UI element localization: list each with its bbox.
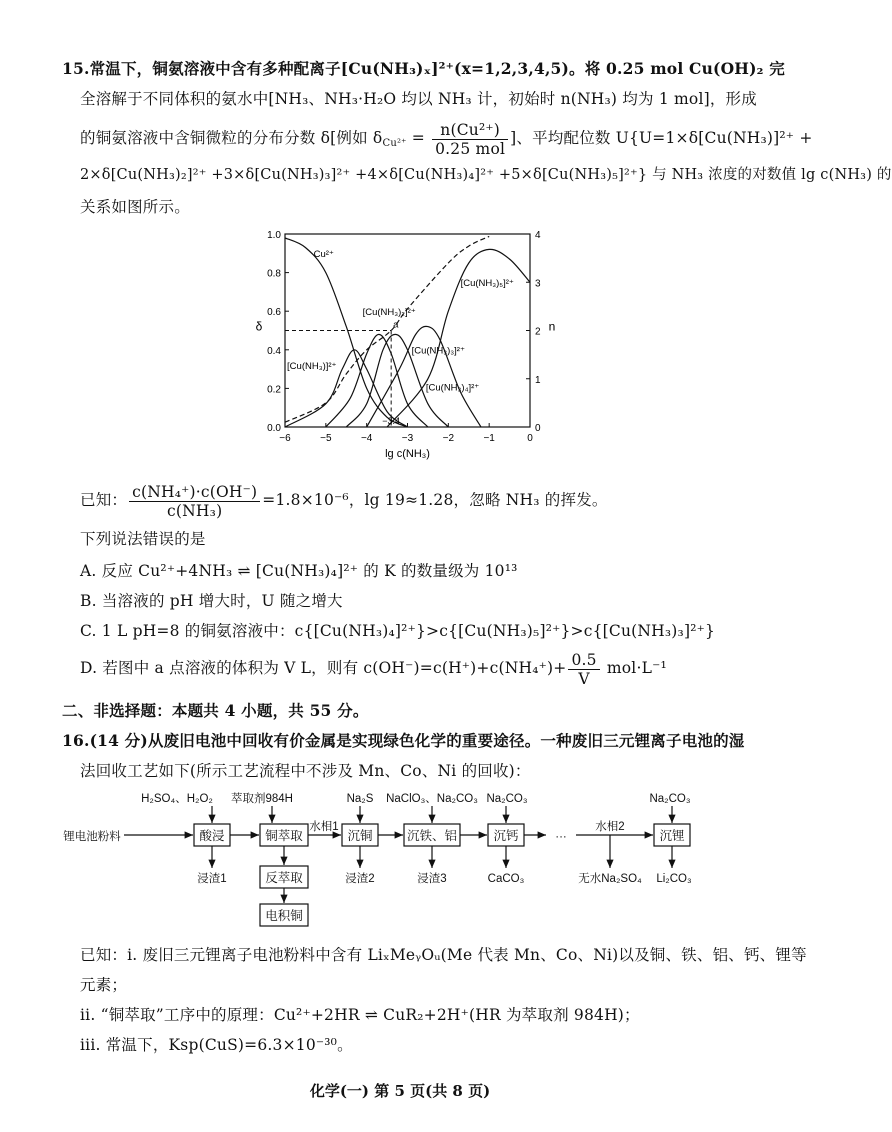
reagent-extractant: 萃取剂984H [231, 793, 293, 805]
y-left-tick-label: 0.4 [267, 345, 281, 357]
y-right-tick-label: 2 [535, 326, 541, 338]
q16-known-1b: 元素； [80, 976, 128, 994]
series-label-1: [Cu(NH₃)]²⁺ [287, 361, 337, 373]
q15-line-4: 2×δ[Cu(NH₃)₂]²⁺ +3×δ[Cu(NH₃)₃]²⁺ +4×δ[Cu(NH₃)₄]²⁺ +5×δ[Cu(NH₃)₅]²⁺} 与 NH₃ 浓度的对数值 lg c(NH₃) 的 [80, 167, 892, 183]
y-left-tick-label: 0.6 [267, 307, 281, 319]
series-label-3: [Cu(NH₃)₃]²⁺ [411, 345, 465, 357]
x-tick-label: −3 [401, 433, 414, 444]
q15-line-1: 15.常温下，铜氨溶液中含有多种配离子[Cu(NH₃)ₓ]²⁺(x=1,2,3,4,5)。将 0.25 mol Cu(OH)₂ 完 [62, 59, 785, 78]
q15-ask: 下列说法错误的是 [80, 530, 206, 548]
series-line-5 [387, 249, 530, 427]
y-right-tick-label: 3 [535, 278, 541, 290]
x-tick-label: −2 [442, 433, 455, 444]
output-residue-1: 浸渣1 [197, 873, 227, 885]
box-acid-leach: 酸浸 [199, 829, 225, 843]
option-a: A. 反应 Cu²⁺+4NH₃ ⇌ [Cu(NH₃)₄]²⁺ 的 K 的数量级为 10¹³ [80, 562, 518, 580]
output-na2so4: 无水Na₂SO₄ [578, 873, 642, 885]
q16-known-1: 已知：i. 废旧三元锂离子电池粉料中含有 LiₓMeᵧOᵤ(Me 代表 Mn、Co、Ni)以及铜、铁、铝、钙、锂等 [80, 946, 807, 964]
page-footer: 化学(一) 第 5 页(共 8 页) [309, 1082, 491, 1100]
distribution-chart [245, 222, 575, 472]
y-right-tick-label: 1 [535, 374, 541, 386]
y-right-tick-label: 0 [535, 423, 541, 434]
q15-line-3: 的铜氨溶液中含铜微粒的分布分数 δ[例如 $\delta_{Cu^{2+}}$ = $\frac{\text{n(Cu²⁺)}}{\text{0.25 mol}}$ ]、平均配位数 U{U=1×δ[Cu(NH₃)]²⁺ + [80, 120, 813, 158]
q15-line-2: 全溶解于不同体积的氨水中[NH₃、NH₃·H₂O 均以 NH₃ 计，初始时 n(NH₃) 均为 1 mol]，形成 [80, 90, 757, 108]
output-caco3: CaCO₃ [487, 873, 525, 885]
x-tick-label: −1 [483, 433, 495, 444]
label-water-1: 水相1 [309, 821, 339, 833]
box-ca-precipitation: 沉钙 [493, 829, 519, 843]
label-water-2: 水相2 [595, 821, 625, 833]
flow-ellipsis: ··· [555, 831, 567, 843]
box-fe-al-precipitation: 沉铁、铝 [406, 829, 458, 843]
series-line-4 [367, 326, 481, 427]
reagent-acid: H₂SO₄、H₂O₂ [141, 793, 213, 805]
section-2-heading: 二、非选择题：本题共 4 小题，共 55 分。 [62, 701, 369, 720]
series-label-5: [Cu(NH₃)₅]²⁺ [460, 278, 514, 290]
kb-fraction: $\frac{\text{c(NH₄⁺)·c(OH⁻)}}{\text{c(NH₃)}}$ [129, 483, 260, 520]
series-label-2: [Cu(NH₃)₂]²⁺ [362, 307, 416, 319]
y-left-axis-label: δ [255, 319, 263, 334]
q15-number: 15. [62, 59, 90, 78]
series-label-4: [Cu(NH₃)₄]²⁺ [425, 382, 480, 394]
process-flowchart [62, 788, 782, 938]
x-axis-label: lg c(NH₃) [385, 448, 430, 460]
marked-x-label: −3.4 [382, 416, 401, 426]
box-back-extraction: 反萃取 [265, 871, 303, 885]
reagent-na2co3-b: Na₂CO₃ [649, 793, 691, 805]
box-electrowin: 电积铜 [265, 909, 303, 923]
q16-known-2: ii. “铜萃取”工序中的原理：Cu²⁺+2HR ⇌ CuR₂+2H⁺(HR 为萃取剂 984H)； [80, 1006, 640, 1024]
q16-line-2: 法回收工艺如下(所示工艺流程中不涉及 Mn、Co、Ni 的回收)： [80, 762, 531, 780]
distribution-fraction: $\frac{\text{n(Cu²⁺)}}{\text{0.25 mol}}$ [432, 121, 508, 158]
y-left-tick-label: 0.8 [267, 268, 281, 280]
q15-known: 已知： $\frac{\text{c(NH₄⁺)·c(OH⁻)}}{\text{c(NH₃)}}$ =1.8×10⁻⁶，lg 19≈1.28，忽略 NH₃ 的挥发。 [80, 482, 608, 520]
box-cu-precipitation: 沉铜 [347, 829, 373, 843]
series-u-line [285, 236, 489, 422]
y-right-axis-label: n [548, 319, 556, 334]
x-tick-label: −5 [320, 433, 332, 444]
feed-label: 锂电池粉料 [63, 831, 121, 843]
reagent-na2co3-a: Na₂CO₃ [486, 793, 528, 805]
point-a-label: a [393, 319, 399, 331]
x-tick-label: −6 [279, 433, 291, 444]
series-label-0: Cu²⁺ [313, 249, 334, 261]
output-li2co3: Li₂CO₃ [656, 873, 692, 885]
reagent-na2s: Na₂S [346, 793, 374, 805]
y-left-tick-label: 1.0 [267, 230, 281, 241]
option-b: B. 当溶液的 pH 增大时，U 随之增大 [80, 592, 343, 610]
option-d-fraction: $\frac{0.5}{V}$ [568, 651, 599, 688]
output-residue-3: 浸渣3 [417, 873, 447, 885]
y-right-tick-label: 4 [535, 230, 541, 241]
x-tick-label: 0 [527, 433, 533, 444]
x-tick-label: −4 [360, 433, 373, 444]
option-c: C. 1 L pH=8 的铜氨溶液中：c{[Cu(NH₃)₄]²⁺}>c{[Cu(NH₃)₅]²⁺}>c{[Cu(NH₃)₃]²⁺} [80, 622, 716, 640]
q16-line-1: 16.(14 分)从废旧电池中回收有价金属是实现绿色化学的重要途径。一种废旧三元锂离子电池的湿 [62, 731, 745, 750]
y-left-tick-label: 0.0 [267, 423, 281, 434]
box-li-precipitation: 沉锂 [659, 829, 685, 843]
box-cu-extraction: 铜萃取 [265, 829, 303, 843]
option-d: D. 若图中 a 点溶液的体积为 V L，则有 c(OH⁻)=c(H⁺)+c(NH₄⁺)+ $\frac{0.5}{V}$ mol·L⁻¹ [80, 650, 667, 688]
q15-line-5: 关系如图所示。 [80, 198, 190, 216]
output-residue-2: 浸渣2 [345, 873, 375, 885]
reagent-naclo3: NaClO₃、Na₂CO₃ [386, 793, 478, 805]
q16-known-3: iii. 常温下，Ksp(CuS)=6.3×10⁻³⁰。 [80, 1036, 353, 1054]
y-left-tick-label: 0.2 [267, 384, 281, 396]
